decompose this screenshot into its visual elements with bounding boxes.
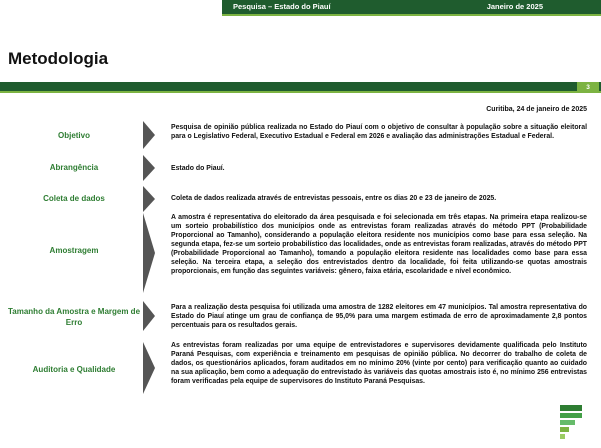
chevron-right-icon — [143, 342, 155, 394]
header-survey-title: Pesquisa – Estado do Piauí — [233, 2, 331, 11]
chevron-right-icon — [143, 213, 155, 293]
header-bar — [222, 0, 601, 14]
section-label: Amostragem — [49, 246, 99, 255]
chevron-right-icon — [143, 301, 155, 331]
section-label: Coleta de dados — [43, 194, 105, 203]
section-label: Abrangência — [49, 163, 99, 172]
section-label: Tamanho da Amostra e Margem de Erro — [7, 307, 141, 327]
title-rule-accent — [0, 91, 601, 93]
section-label: Objetivo — [57, 131, 90, 140]
page-number: 3 — [577, 82, 599, 93]
title-rule — [0, 82, 601, 91]
dateline: Curitiba, 24 de janeiro de 2025 — [486, 106, 587, 113]
section-text: Coleta de dados realizada através de entrevistas pessoais, entre os dias 20 e 23 de janeiro de 2025. — [171, 195, 497, 202]
section-text: A amostra é representativa do eleitorado da área pesquisada e foi selecionada em três etapas. Na primeira etapa realizou-se um sorteio probabilístico dos municípios onde as entrevistas foram realizadas através do método PPT (Probabilidade Proporcional ao Tamanho), considerando a população eleitora residente nos municípios como base para essa seleção. Na segunda etapa, fez-se um sorteio probabilístico das localidades, onde as entrevistas foram realizadas, através do método PPT (Probabilidade Proporcional ao Tamanho), tomando a população eleitora residente nas localidades como base para essa seleção. Na terceira etapa, a seleção dos entrevistados dentro da localidade, foi feita utilizando-se quotas amostrais proporcionais, em função das seguintes variáveis: gênero, faixa etária, escolaridade e nível econômico. — [171, 214, 587, 275]
section-text: As entrevistas foram realizadas por uma equipe de entrevistadores e supervisores devidamente qualificada pelo Instituto Paraná Pesquisas, com experiência e treinamento em pesquisas de opinião pública. No decorrer do trabalho de coleta de dados, os questionários aplicados, foram auditados em no mínimo 20% (vinte por cento) para verificação quanto ao cuidado na sua aplicação, bem como a adequação do entrevistado às variáveis das quotas amostrais isto é, no mínimo 256 entrevistas foram verificadas pela equipe de supervisores do Instituto Paraná Pesquisas. — [171, 342, 587, 385]
section-text: Pesquisa de opinião pública realizada no Estado do Piauí com o objetivo de consultar à população sobre a situação eleitoral para o Legislativo Federal, Executivo Estadual e Federal em 2026 e avaliação das administrações Estadual e Federal. — [171, 124, 587, 140]
chevron-right-icon — [143, 186, 155, 212]
header-accent-line — [222, 14, 601, 16]
parana-pesquisas-logo — [560, 405, 584, 439]
header-date: Janeiro de 2025 — [486, 2, 543, 11]
section-text: Para a realização desta pesquisa foi utilizada uma amostra de 1282 eleitores em 47 municípios. Tal amostra representativa do Estado do Piauí atinge um grau de confiança de 95,0% para uma margem estimada de erro de aproximadamente 2,8 pontos percentuais para os resultados gerais. — [171, 304, 587, 329]
page-title: Metodologia — [8, 49, 109, 68]
section-text: Estado do Piauí. — [171, 165, 225, 172]
chevron-right-icon — [143, 155, 155, 181]
chevron-right-icon — [143, 121, 155, 149]
section-label: Auditoria e Qualidade — [32, 365, 116, 374]
